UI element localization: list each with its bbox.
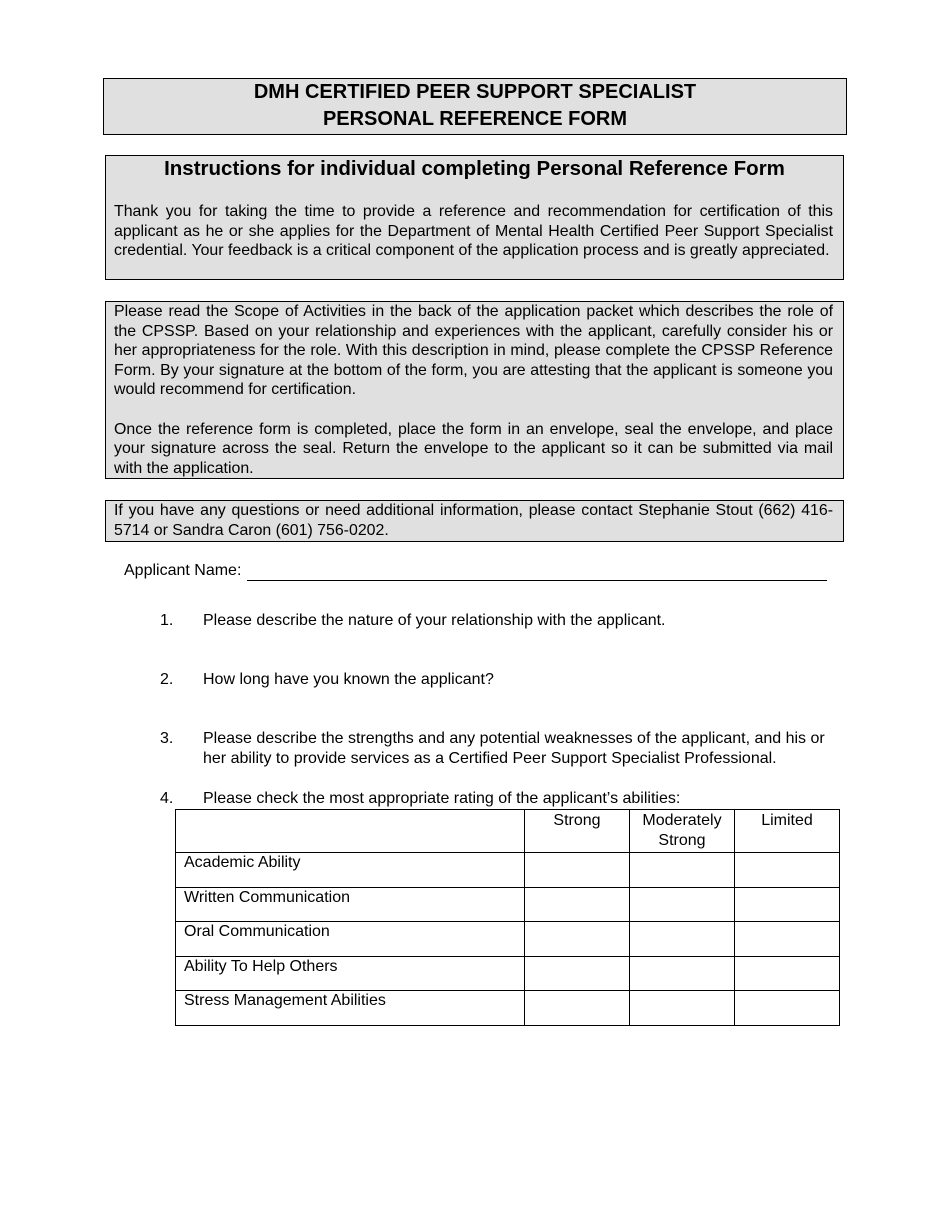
form-title-line2: PERSONAL REFERENCE FORM: [322, 108, 628, 130]
applicant-name-label: Applicant Name:: [124, 562, 242, 579]
rating-cell-strong[interactable]: [525, 956, 630, 991]
rating-table: [175, 809, 840, 1026]
rating-cell-moderately-strong[interactable]: [630, 956, 735, 991]
rating-cell-strong[interactable]: [525, 991, 630, 1026]
rating-cell-limited[interactable]: [735, 853, 840, 888]
form-title-line1: DMH CERTIFIED PEER SUPPORT SPECIALIST: [253, 81, 697, 103]
question-text: Please describe the strengths and any potential weaknesses of the applicant, and his or her ability to provide services as a Certified Peer Support Specialist Professional.: [203, 730, 825, 767]
rating-table-header: [176, 810, 840, 853]
question-number: 1.: [160, 612, 174, 629]
table-row: [176, 991, 840, 1026]
rating-cell-strong[interactable]: [525, 922, 630, 957]
rating-cell-limited[interactable]: [735, 887, 840, 922]
row-label-academic-ability: Academic Ability: [176, 853, 525, 888]
table-row: [176, 853, 840, 888]
contact-box: [105, 500, 844, 542]
row-label-oral-communication: Oral Communication: [176, 922, 525, 957]
rating-cell-strong[interactable]: [525, 887, 630, 922]
row-label-stress-management-abilities: Stress Management Abilities: [176, 991, 525, 1026]
instructions-heading: Instructions for individual completing Personal Reference Form: [164, 157, 785, 180]
rating-cell-moderately-strong[interactable]: [630, 887, 735, 922]
instructions-box: [105, 155, 844, 280]
question-text: Please describe the nature of your relationship with the applicant.: [203, 612, 666, 629]
row-label-written-communication: Written Communication: [176, 887, 525, 922]
table-row: [176, 956, 840, 991]
rating-cell-limited[interactable]: [735, 991, 840, 1026]
scope-paragraph-1: Please read the Scope of Activities in the back of the application packet which describes the role of the CPSSP. Based on your relationship and experiences with the applicant, carefully consider his or her appropriateness for the role. With this description in mind, please complete the CPSSP Reference Form. By your signature at the bottom of the form, you are attesting that the applicant is someone you would recommend for certification.: [114, 303, 833, 399]
instructions-body: Thank you for taking the time to provide a reference and recommendation for certification of this applicant as he or she applies for the Department of Mental Health Certified Peer Support Specialist credential. Your feedback is a critical component of the application process and is greatly appreciated.: [114, 203, 833, 260]
applicant-name-field[interactable]: [247, 564, 827, 581]
header-empty-cell: [176, 810, 525, 853]
question-number: 3.: [160, 730, 174, 747]
column-header-moderately-strong: Moderately Strong: [630, 810, 735, 853]
contact-text: If you have any questions or need additional information, please contact Stephanie Stout (662) 416-5714 or Sandra Caron (601) 756-0202.: [114, 502, 833, 539]
applicant-name-row: [124, 561, 827, 581]
rating-cell-moderately-strong[interactable]: [630, 922, 735, 957]
form-title-box: [103, 78, 847, 135]
column-header-limited: Limited: [735, 810, 840, 853]
question-text: How long have you known the applicant?: [203, 671, 494, 688]
question-number: 4.: [160, 790, 174, 807]
table-row: [176, 922, 840, 957]
rating-cell-limited[interactable]: [735, 956, 840, 991]
row-label-ability-to-help-others: Ability To Help Others: [176, 956, 525, 991]
question-text: Please check the most appropriate rating of the applicant’s abilities:: [203, 790, 681, 807]
question-number: 2.: [160, 671, 174, 688]
rating-cell-strong[interactable]: [525, 853, 630, 888]
table-row: [176, 887, 840, 922]
column-header-strong: Strong: [525, 810, 630, 853]
rating-cell-moderately-strong[interactable]: [630, 991, 735, 1026]
rating-cell-limited[interactable]: [735, 922, 840, 957]
scope-paragraph-2: Once the reference form is completed, place the form in an envelope, seal the envelope, and place your signature across the seal. Return the envelope to the applicant so it can be submitted via mail with the application.: [114, 420, 833, 477]
rating-cell-moderately-strong[interactable]: [630, 853, 735, 888]
scope-box: [105, 301, 844, 479]
